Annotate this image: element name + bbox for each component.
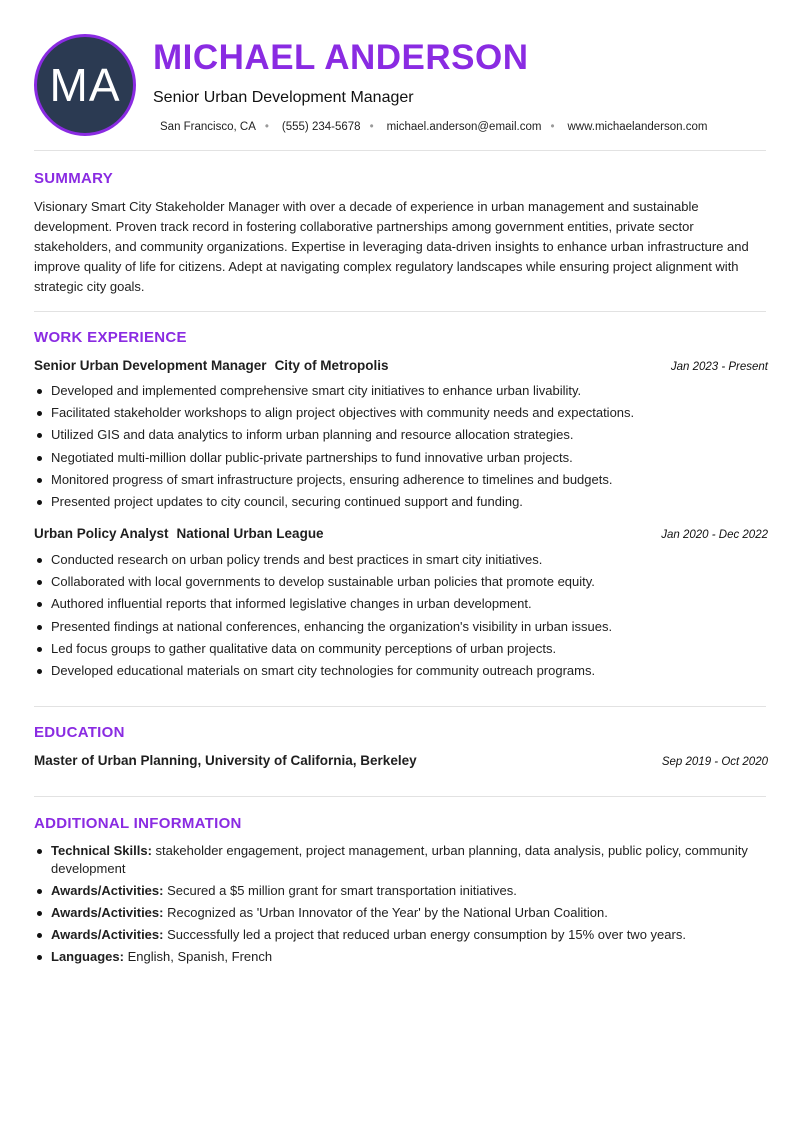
job-role: Senior Urban Development Manager <box>34 358 267 373</box>
list-item <box>34 948 768 966</box>
list-item <box>34 904 768 922</box>
education-entry <box>34 753 768 768</box>
job-bullets <box>34 549 768 682</box>
info-label: Awards/Activities: <box>51 883 164 898</box>
education-dates: Sep 2019 - Oct 2020 <box>661 756 768 768</box>
divider <box>34 150 766 151</box>
job-company: City of Metropolis <box>274 358 389 373</box>
list-item: Presented findings at national conferences, enhancing the organization's visibility in urban issues. <box>34 616 768 638</box>
list-item: Collaborated with local governments to develop sustainable urban policies that promote equity. <box>34 571 768 593</box>
job-header <box>34 358 768 373</box>
divider <box>34 796 766 797</box>
list-item <box>34 882 768 900</box>
divider <box>34 706 766 707</box>
summary-heading: SUMMARY <box>34 170 114 187</box>
separator-dot: • <box>550 121 555 133</box>
education-heading: EDUCATION <box>34 724 125 741</box>
info-label: Awards/Activities: <box>51 905 164 920</box>
job-bullets <box>34 380 768 513</box>
education-degree: Master of Urban Planning, University of California, Berkeley <box>34 753 417 768</box>
info-label: Technical Skills: <box>51 843 152 858</box>
list-item: Developed educational materials on smart city technologies for community outreach programs. <box>34 660 768 682</box>
job-dates: Jan 2020 - Dec 2022 <box>661 529 768 541</box>
list-item: Facilitated stakeholder workshops to align project objectives with community needs and expectations. <box>34 402 768 424</box>
additional-info-list <box>34 842 768 970</box>
list-item: Utilized GIS and data analytics to inform urban planning and resource allocation strategies. <box>34 424 768 446</box>
list-item: Negotiated multi-million dollar public-private partnerships to fund innovative urban projects. <box>34 447 768 469</box>
contact-phone[interactable]: (555) 234-5678 <box>281 121 361 133</box>
info-label: Awards/Activities: <box>51 927 164 942</box>
list-item: Presented project updates to city council, securing continued support and funding. <box>34 491 768 513</box>
info-text: Recognized as 'Urban Innovator of the Year' by the National Urban Coalition. <box>167 905 608 920</box>
list-item: Developed and implemented comprehensive smart city initiatives to enhance urban livability. <box>34 380 768 402</box>
contact-location: San Francisco, CA <box>160 121 256 133</box>
contact-line <box>160 121 707 133</box>
separator-dot: • <box>264 121 269 133</box>
divider <box>34 311 766 312</box>
contact-email[interactable]: michael.anderson@email.com <box>386 121 542 133</box>
info-text: English, Spanish, French <box>127 949 273 964</box>
info-text: Secured a $5 million grant for smart transportation initiatives. <box>167 883 517 898</box>
separator-dot: • <box>369 121 374 133</box>
additional-info-heading: ADDITIONAL INFORMATION <box>34 815 242 832</box>
job-company: National Urban League <box>176 526 324 541</box>
list-item <box>34 842 768 878</box>
job-role: Urban Policy Analyst <box>34 526 169 541</box>
list-item <box>34 926 768 944</box>
list-item: Authored influential reports that informed legislative changes in urban development. <box>34 593 768 615</box>
job-header <box>34 526 768 541</box>
info-label: Languages: <box>51 949 124 964</box>
info-text: Successfully led a project that reduced urban energy consumption by 15% over two years. <box>167 927 686 942</box>
avatar <box>34 34 136 136</box>
info-text: stakeholder engagement, project management, urban planning, data analysis, public policy, community development <box>51 843 748 876</box>
candidate-name: MICHAEL ANDERSON <box>153 38 529 77</box>
job-dates: Jan 2023 - Present <box>670 361 768 373</box>
avatar-initials: MA <box>49 59 121 111</box>
contact-website[interactable]: www.michaelanderson.com <box>567 121 708 133</box>
list-item: Monitored progress of smart infrastructure projects, ensuring adherence to timelines and budgets. <box>34 469 768 491</box>
list-item: Conducted research on urban policy trends and best practices in smart city initiatives. <box>34 549 768 571</box>
job-title: Senior Urban Development Manager <box>153 89 414 106</box>
list-item: Led focus groups to gather qualitative data on community perceptions of urban projects. <box>34 638 768 660</box>
summary-text: Visionary Smart City Stakeholder Manager with over a decade of experience in urban management and sustainable development. Proven track record in fostering collaborative partnerships among government entities, private sector stakeholders, and community organizations. Expertise in leveraging data-driven insights to enhance urban infrastructure and improve quality of life for citizens. Adept at navigating complex regulatory landscapes while ensuring project alignment with strategic city goals. <box>34 199 749 294</box>
work-experience-heading: WORK EXPERIENCE <box>34 329 187 346</box>
